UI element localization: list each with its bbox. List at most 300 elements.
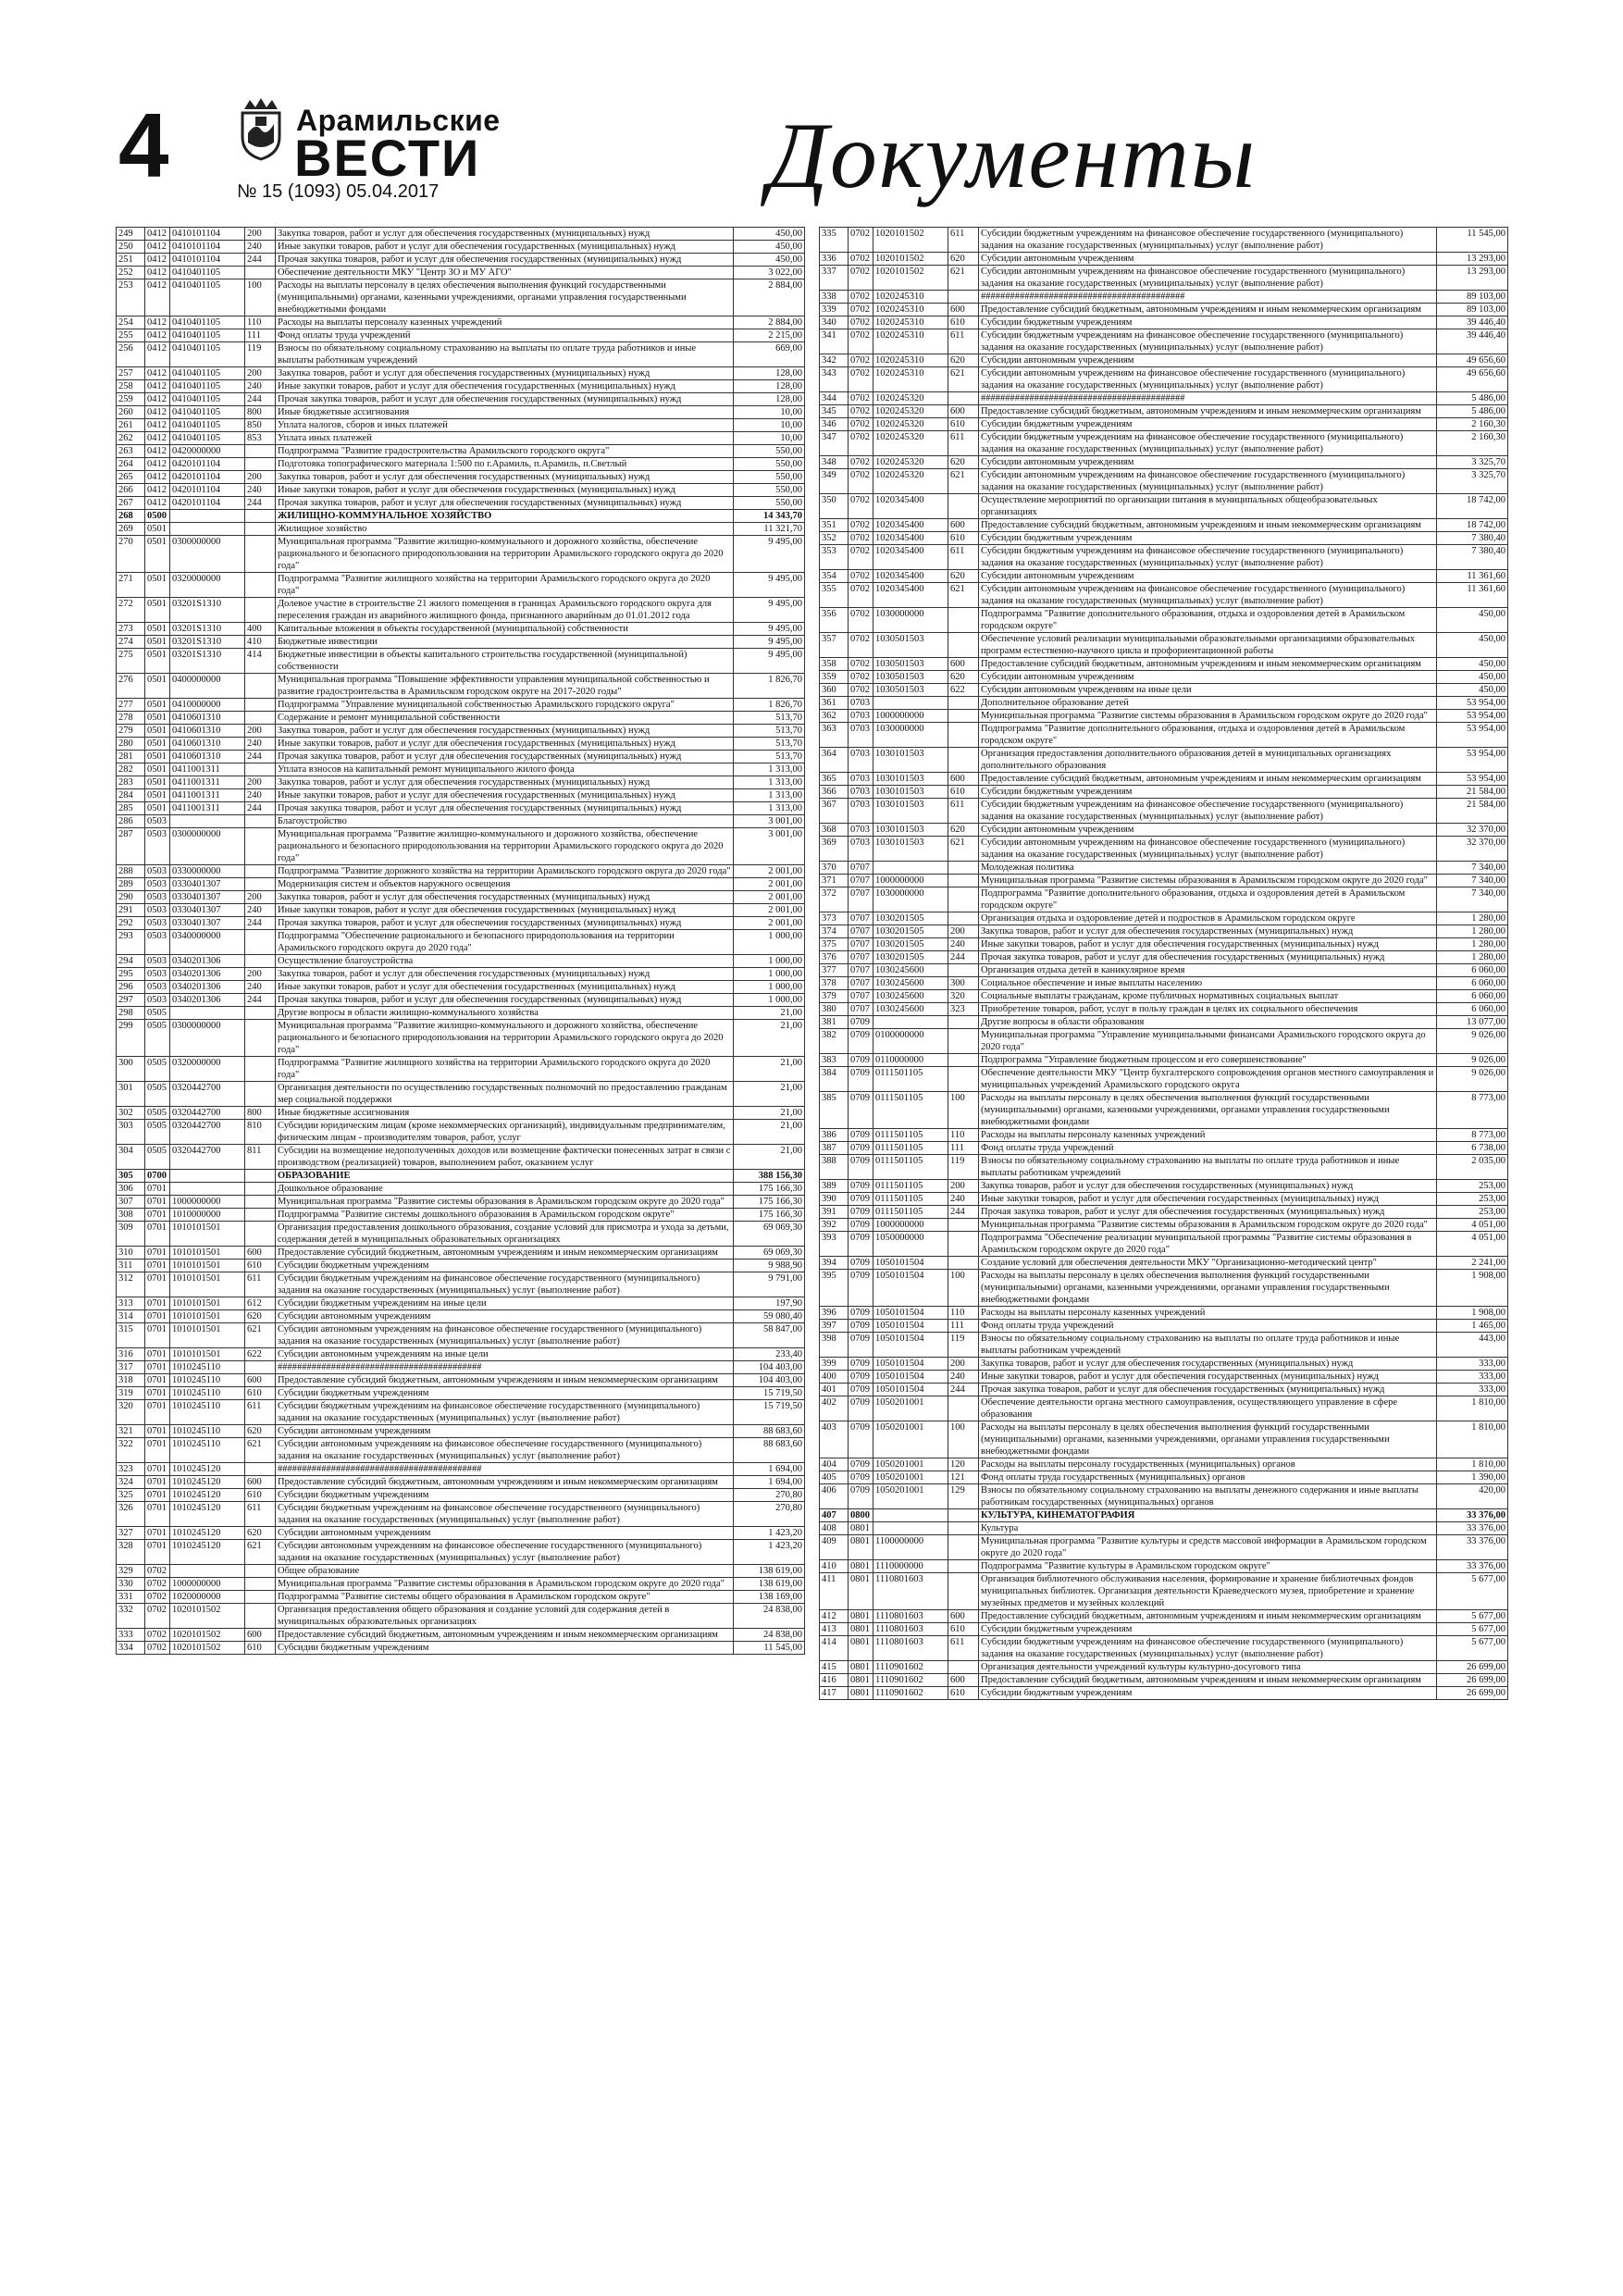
- target-code: 1020345400: [873, 494, 948, 519]
- expense-type: [245, 930, 276, 955]
- table-row: [117, 1348, 805, 1361]
- amount: 513,70: [734, 738, 805, 751]
- section-code: 0503: [145, 828, 170, 865]
- section-code: 0703: [849, 786, 873, 799]
- row-number: 337: [820, 266, 849, 291]
- section-code: 0701: [145, 1297, 170, 1310]
- amount: 10,00: [734, 419, 805, 432]
- expense-type: 600: [948, 773, 979, 786]
- description: ##########################################: [276, 1361, 734, 1374]
- table-row: [117, 623, 805, 636]
- row-number: 326: [117, 1502, 145, 1527]
- target-code: 1030201505: [873, 925, 948, 938]
- row-number: 314: [117, 1310, 145, 1323]
- section-code: 0701: [145, 1527, 170, 1540]
- expense-type: [948, 862, 979, 875]
- target-code: 0410101104: [170, 254, 245, 267]
- table-row: [117, 510, 805, 523]
- table-row: [820, 228, 1508, 253]
- expense-type: [245, 1209, 276, 1222]
- table-row: [117, 1120, 805, 1145]
- description: Организация деятельности учреждений культуры культурно-досугового типа: [979, 1661, 1437, 1674]
- section-code: 0501: [145, 636, 170, 649]
- expense-type: [948, 710, 979, 723]
- table-row: [117, 432, 805, 445]
- section-code: 0701: [145, 1348, 170, 1361]
- table-row: [117, 598, 805, 623]
- section-code: 0801: [849, 1610, 873, 1623]
- description: Предоставление субсидий бюджетным, автономным учреждениям и иным некоммерческим организациям: [276, 1629, 734, 1642]
- target-code: 0411001311: [170, 763, 245, 776]
- description: Субсидии бюджетным учреждениям: [979, 418, 1437, 431]
- section-code: 0701: [145, 1260, 170, 1272]
- table-row: [117, 1107, 805, 1120]
- description: Подготовка топографического материала 1:500 по г.Арамиль, п.Арамиль, п.Светлый: [276, 458, 734, 471]
- row-number: 381: [820, 1016, 849, 1029]
- target-code: 1020101502: [170, 1642, 245, 1655]
- amount: 2 160,30: [1437, 431, 1508, 456]
- description: Субсидии автономным учреждениям на финансовое обеспечение государственного (муниципального) задания на оказание государственных (муниципальных) услуг (выполнение работ): [276, 1540, 734, 1565]
- description: Молодежная политика: [979, 862, 1437, 875]
- table-row: [820, 1307, 1508, 1320]
- row-number: 371: [820, 875, 849, 887]
- description: Иные закупки товаров, работ и услуг для обеспечения государственных (муниципальных) нужд: [276, 738, 734, 751]
- target-code: [873, 1509, 948, 1522]
- description: Расходы на выплаты персоналу казенных учреждений: [979, 1307, 1437, 1320]
- expense-type: 200: [245, 968, 276, 981]
- description: Благоустройство: [276, 815, 734, 828]
- expense-type: 200: [245, 725, 276, 738]
- row-number: 268: [117, 510, 145, 523]
- expense-type: [245, 1196, 276, 1209]
- expense-type: 111: [948, 1320, 979, 1333]
- row-number: 321: [117, 1425, 145, 1438]
- amount: 13 293,00: [1437, 266, 1508, 291]
- expense-type: 120: [948, 1458, 979, 1471]
- row-number: 396: [820, 1307, 849, 1320]
- table-row: [117, 878, 805, 891]
- description: Субсидии автономным учреждениям на иные цели: [276, 1348, 734, 1361]
- expense-type: 200: [948, 925, 979, 938]
- row-number: 316: [117, 1348, 145, 1361]
- expense-type: 600: [948, 519, 979, 532]
- amount: 39 446,40: [1437, 329, 1508, 354]
- table-row: [117, 279, 805, 316]
- expense-type: [948, 1560, 979, 1573]
- description: Уплата взносов на капитальный ремонт муниципального жилого фонда: [276, 763, 734, 776]
- target-code: 0410401105: [170, 393, 245, 406]
- description: Иные закупки товаров, работ и услуг для обеспечения государственных (муниципальных) нужд: [276, 789, 734, 802]
- target-code: [873, 697, 948, 710]
- row-number: 332: [117, 1604, 145, 1629]
- amount: 550,00: [734, 445, 805, 458]
- target-code: 1000000000: [873, 710, 948, 723]
- expense-type: 621: [948, 266, 979, 291]
- row-number: 256: [117, 342, 145, 367]
- table-row: [117, 751, 805, 763]
- table-row: [117, 1629, 805, 1642]
- description: ##########################################: [979, 392, 1437, 405]
- row-number: 313: [117, 1297, 145, 1310]
- section-code: 0412: [145, 484, 170, 497]
- table-row: [117, 1196, 805, 1209]
- row-number: 334: [117, 1642, 145, 1655]
- description: Создание условий для обеспечения деятельности МКУ "Организационно-методический центр": [979, 1257, 1437, 1270]
- table-row: [117, 649, 805, 674]
- table-row: [820, 1029, 1508, 1054]
- section-code: 0801: [849, 1636, 873, 1661]
- target-code: 0410401105: [170, 329, 245, 342]
- target-code: 1030101503: [873, 799, 948, 824]
- expense-type: 240: [245, 904, 276, 917]
- description: Субсидии автономным учреждениям: [979, 824, 1437, 837]
- table-row: [820, 697, 1508, 710]
- description: Иные закупки товаров, работ и услуг для обеспечения государственных (муниципальных) нужд: [979, 1371, 1437, 1384]
- section-code: 0703: [849, 697, 873, 710]
- target-code: 1020245320: [873, 456, 948, 469]
- row-number: 338: [820, 291, 849, 304]
- table-row: [117, 380, 805, 393]
- description: Закупка товаров, работ и услуг для обеспечения государственных (муниципальных) нужд: [979, 1358, 1437, 1371]
- description: Иные бюджетные ассигнования: [276, 1107, 734, 1120]
- table-row: [820, 469, 1508, 494]
- table-row: [117, 904, 805, 917]
- row-number: 383: [820, 1054, 849, 1067]
- amount: 10,00: [734, 432, 805, 445]
- amount: 1 465,00: [1437, 1320, 1508, 1333]
- description: Жилищное хозяйство: [276, 523, 734, 536]
- row-number: 400: [820, 1371, 849, 1384]
- description: Муниципальная программа "Развитие системы образования в Арамильском городском округе до 2020 года": [979, 875, 1437, 887]
- target-code: 1020245320: [873, 418, 948, 431]
- amount: 388 156,30: [734, 1170, 805, 1183]
- expense-type: 800: [245, 406, 276, 419]
- table-row: [820, 1560, 1508, 1573]
- table-row: [820, 354, 1508, 367]
- target-code: 03201S1310: [170, 649, 245, 674]
- section-code: 0709: [849, 1270, 873, 1307]
- expense-type: 610: [948, 1623, 979, 1636]
- description: Фонд оплаты труда учреждений: [276, 329, 734, 342]
- description: Иные бюджетные ассигнования: [276, 406, 734, 419]
- section-code: 0701: [145, 1222, 170, 1247]
- expense-type: 111: [948, 1142, 979, 1155]
- expense-type: 610: [948, 1687, 979, 1700]
- description: Подпрограмма "Развитие жилищного хозяйства на территории Арамильского городского округа до 2020 года": [276, 1057, 734, 1082]
- expense-type: 410: [245, 636, 276, 649]
- amount: 24 838,00: [734, 1629, 805, 1642]
- description: ##########################################: [979, 291, 1437, 304]
- description: Организация отдыха детей в каникулярное время: [979, 964, 1437, 977]
- row-number: 298: [117, 1007, 145, 1020]
- amount: 550,00: [734, 471, 805, 484]
- amount: 26 699,00: [1437, 1661, 1508, 1674]
- row-number: 286: [117, 815, 145, 828]
- table-row: [820, 1206, 1508, 1219]
- expense-type: 810: [245, 1120, 276, 1145]
- table-row: [117, 1272, 805, 1297]
- row-number: 405: [820, 1471, 849, 1484]
- expense-type: 611: [948, 329, 979, 354]
- table-row: [117, 828, 805, 865]
- section-code: 0501: [145, 763, 170, 776]
- table-row: [820, 1092, 1508, 1129]
- amount: 2 035,00: [1437, 1155, 1508, 1180]
- target-code: 1050101504: [873, 1358, 948, 1371]
- table-row: [820, 1320, 1508, 1333]
- description: Субсидии бюджетным учреждениям на финансовое обеспечение государственного (муниципального) задания на оказание государственных (муниципальных) услуг (выполнение работ): [276, 1400, 734, 1425]
- section-code: 0701: [145, 1196, 170, 1209]
- table-row: [117, 329, 805, 342]
- description: Подпрограмма "Развитие культуры в Арамильском городском округе": [979, 1560, 1437, 1573]
- amount: 6 060,00: [1437, 1003, 1508, 1016]
- expense-type: [245, 510, 276, 523]
- section-code: 0709: [849, 1471, 873, 1484]
- section-code: 0412: [145, 279, 170, 316]
- target-code: 0410401105: [170, 267, 245, 279]
- section-code: 0702: [849, 570, 873, 583]
- target-code: 1020101502: [873, 253, 948, 266]
- section-code: 0702: [145, 1565, 170, 1578]
- row-number: 291: [117, 904, 145, 917]
- table-row: [820, 951, 1508, 964]
- table-row: [117, 1489, 805, 1502]
- expense-type: [245, 1057, 276, 1082]
- row-number: 350: [820, 494, 849, 519]
- row-number: 293: [117, 930, 145, 955]
- row-number: 287: [117, 828, 145, 865]
- section-code: 0707: [849, 875, 873, 887]
- section-code: 0701: [145, 1387, 170, 1400]
- row-number: 251: [117, 254, 145, 267]
- row-number: 343: [820, 367, 849, 392]
- expense-type: 621: [245, 1438, 276, 1463]
- table-row: [820, 912, 1508, 925]
- amount: 6 060,00: [1437, 964, 1508, 977]
- brand-name-line1: Арамильские: [296, 104, 501, 137]
- row-number: 276: [117, 674, 145, 699]
- expense-type: 110: [948, 1307, 979, 1320]
- amount: 333,00: [1437, 1358, 1508, 1371]
- target-code: 1050101504: [873, 1257, 948, 1270]
- table-row: [820, 875, 1508, 887]
- target-code: 0111501105: [873, 1193, 948, 1206]
- amount: 513,70: [734, 725, 805, 738]
- amount: 4 051,00: [1437, 1232, 1508, 1257]
- amount: 253,00: [1437, 1206, 1508, 1219]
- row-number: 324: [117, 1476, 145, 1489]
- target-code: 0411001311: [170, 789, 245, 802]
- target-code: 0420101104: [170, 484, 245, 497]
- section-code: 0702: [145, 1642, 170, 1655]
- description: Осуществление благоустройства: [276, 955, 734, 968]
- amount: 33 376,00: [1437, 1522, 1508, 1535]
- amount: 128,00: [734, 380, 805, 393]
- section-code: 0703: [849, 824, 873, 837]
- expense-type: 240: [948, 1371, 979, 1384]
- table-row: [117, 406, 805, 419]
- target-code: 0300000000: [170, 828, 245, 865]
- section-code: 0412: [145, 497, 170, 510]
- expense-type: 620: [245, 1425, 276, 1438]
- table-row: [820, 1610, 1508, 1623]
- table-row: [117, 1260, 805, 1272]
- amount: 4 051,00: [1437, 1219, 1508, 1232]
- amount: 7 340,00: [1437, 887, 1508, 912]
- target-code: 1110801603: [873, 1636, 948, 1661]
- table-row: [820, 291, 1508, 304]
- amount: 104 403,00: [734, 1374, 805, 1387]
- section-code: 0709: [849, 1232, 873, 1257]
- target-code: 1110901602: [873, 1661, 948, 1674]
- amount: 253,00: [1437, 1180, 1508, 1193]
- section-code: 0701: [145, 1540, 170, 1565]
- target-code: [170, 1170, 245, 1183]
- row-number: 391: [820, 1206, 849, 1219]
- target-code: 1010101501: [170, 1247, 245, 1260]
- amount: 1 810,00: [1437, 1458, 1508, 1471]
- amount: 1 313,00: [734, 789, 805, 802]
- expense-type: 244: [245, 802, 276, 815]
- target-code: 1030201505: [873, 951, 948, 964]
- row-number: 347: [820, 431, 849, 456]
- section-code: 0503: [145, 981, 170, 994]
- table-row: [820, 367, 1508, 392]
- expense-type: 610: [948, 532, 979, 545]
- amount: 1 280,00: [1437, 912, 1508, 925]
- table-row: [820, 1219, 1508, 1232]
- section-code: 0701: [145, 1323, 170, 1348]
- row-number: 277: [117, 699, 145, 712]
- expense-type: 111: [245, 329, 276, 342]
- table-row: [820, 862, 1508, 875]
- description: Предоставление субсидий бюджетным, автономным учреждениям и иным некоммерческим организациям: [276, 1374, 734, 1387]
- table-row: [117, 1170, 805, 1183]
- section-code: 0702: [849, 354, 873, 367]
- table-row: [117, 1247, 805, 1260]
- amount: 450,00: [734, 254, 805, 267]
- section-code: 0703: [849, 723, 873, 748]
- section-code: 0412: [145, 471, 170, 484]
- amount: 21,00: [734, 1107, 805, 1120]
- amount: 1 908,00: [1437, 1307, 1508, 1320]
- section-code: 0412: [145, 254, 170, 267]
- row-number: 361: [820, 697, 849, 710]
- section-code: 0709: [849, 1320, 873, 1333]
- expense-type: [245, 865, 276, 878]
- section-code: 0707: [849, 964, 873, 977]
- table-row: [117, 1297, 805, 1310]
- description: Подпрограмма "Развитие жилищного хозяйства на территории Арамильского городского округа до 2020 года": [276, 573, 734, 598]
- row-number: 378: [820, 977, 849, 990]
- section-code: 0707: [849, 951, 873, 964]
- expense-type: 244: [245, 254, 276, 267]
- table-row: [820, 990, 1508, 1003]
- target-code: 1020345400: [873, 545, 948, 570]
- expense-type: 811: [245, 1145, 276, 1170]
- target-code: 0410101104: [170, 241, 245, 254]
- table-row: [117, 802, 805, 815]
- row-number: 342: [820, 354, 849, 367]
- expense-type: 200: [245, 471, 276, 484]
- table-row: [117, 1222, 805, 1247]
- row-number: 328: [117, 1540, 145, 1565]
- description: Предоставление субсидий бюджетным, автономным учреждениям и иным некоммерческим организациям: [276, 1476, 734, 1489]
- expense-type: [948, 1016, 979, 1029]
- expense-type: 400: [245, 623, 276, 636]
- target-code: 1020345400: [873, 570, 948, 583]
- section-code: 0702: [849, 329, 873, 354]
- expense-type: [245, 1463, 276, 1476]
- section-code: 0702: [849, 266, 873, 291]
- section-code: 0501: [145, 712, 170, 725]
- row-number: 257: [117, 367, 145, 380]
- section-code: 0701: [145, 1400, 170, 1425]
- section-code: 0503: [145, 917, 170, 930]
- target-code: 1020245320: [873, 431, 948, 456]
- expense-type: [948, 723, 979, 748]
- row-number: 261: [117, 419, 145, 432]
- row-number: 265: [117, 471, 145, 484]
- expense-type: 600: [245, 1247, 276, 1260]
- expense-type: 610: [245, 1489, 276, 1502]
- target-code: 1020101502: [873, 228, 948, 253]
- row-number: 384: [820, 1067, 849, 1092]
- section-code: 0703: [849, 799, 873, 824]
- target-code: 0410101104: [170, 228, 245, 241]
- section-code: 0701: [145, 1209, 170, 1222]
- target-code: 1010245120: [170, 1463, 245, 1476]
- target-code: 0410401105: [170, 419, 245, 432]
- expense-type: 414: [245, 649, 276, 674]
- description: Иные закупки товаров, работ и услуг для обеспечения государственных (муниципальных) нужд: [979, 938, 1437, 951]
- target-code: 0330401307: [170, 904, 245, 917]
- target-code: 1030245600: [873, 977, 948, 990]
- amount: 1 810,00: [1437, 1421, 1508, 1458]
- target-code: 0340201306: [170, 981, 245, 994]
- description: Уплата иных платежей: [276, 432, 734, 445]
- expense-type: [245, 1361, 276, 1374]
- amount: 21,00: [734, 1145, 805, 1170]
- row-number: 335: [820, 228, 849, 253]
- target-code: 0300000000: [170, 1020, 245, 1057]
- row-number: 359: [820, 671, 849, 684]
- target-code: 0410401105: [170, 432, 245, 445]
- description: Иные закупки товаров, работ и услуг для обеспечения государственных (муниципальных) нужд: [276, 241, 734, 254]
- target-code: [873, 1522, 948, 1535]
- row-number: 412: [820, 1610, 849, 1623]
- description: Фонд оплаты труда учреждений: [979, 1320, 1437, 1333]
- row-number: 281: [117, 751, 145, 763]
- row-number: 349: [820, 469, 849, 494]
- target-code: 0111501105: [873, 1067, 948, 1092]
- row-number: 274: [117, 636, 145, 649]
- section-code: 0707: [849, 912, 873, 925]
- section-code: 0412: [145, 445, 170, 458]
- budget-table-right: [819, 227, 1508, 1700]
- section-code: 0505: [145, 1057, 170, 1082]
- table-row: [820, 532, 1508, 545]
- description: Иные закупки товаров, работ и услуг для обеспечения государственных (муниципальных) нужд: [979, 1193, 1437, 1206]
- table-row: [820, 1129, 1508, 1142]
- expense-type: 244: [948, 1384, 979, 1396]
- row-number: 289: [117, 878, 145, 891]
- section-code: 0702: [849, 418, 873, 431]
- section-code: 0505: [145, 1007, 170, 1020]
- section-code: 0801: [849, 1522, 873, 1535]
- target-code: 0420101104: [170, 471, 245, 484]
- expense-type: 610: [948, 316, 979, 329]
